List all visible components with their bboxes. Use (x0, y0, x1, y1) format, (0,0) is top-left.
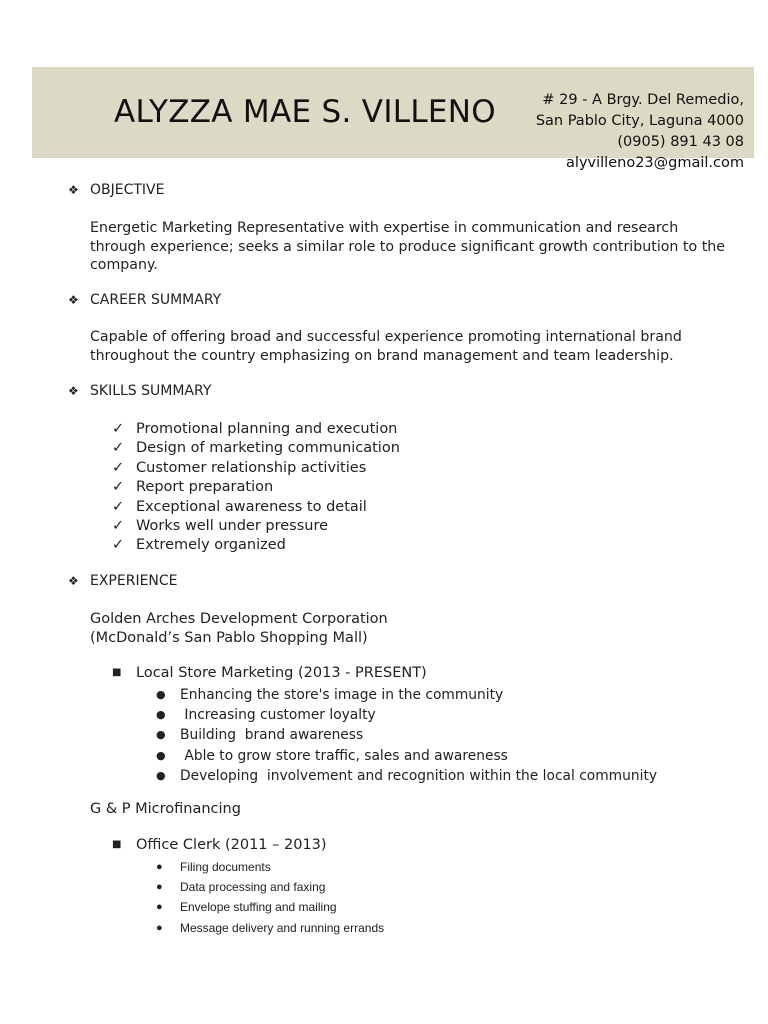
address-line-1: # 29 - A Brgy. Del Remedio, (542, 92, 744, 108)
dot-bullet-icon: ● (156, 728, 166, 742)
job-role: ■ Office Clerk (2011 – 2013) (112, 837, 327, 853)
career-summary-text: Capable of offering broad and successful experience promoting international brand throughout the country emphasizing on brand management and team leadership. (90, 329, 682, 364)
checkmark-icon: ✓ (112, 479, 125, 496)
duty-item: ● Envelope stuffing and mailing (156, 897, 384, 917)
career-summary-heading (68, 292, 221, 308)
dot-bullet-icon: ● (156, 921, 163, 934)
objective-text: Energetic Marketing Representative with expertise in communication and research through experience; seeks a similar role to produce significant growth contribution to the company. (90, 220, 725, 273)
skill-item: ✓ Works well under pressure (112, 517, 400, 536)
checkmark-icon: ✓ (112, 440, 125, 457)
skill-item: ✓ Design of marketing communication (112, 439, 400, 458)
contact-info (536, 90, 744, 174)
dot-bullet-icon: ● (156, 901, 163, 914)
duties-list (156, 685, 657, 786)
email-address: alyvilleno23@gmail.com (566, 155, 744, 171)
duty-item: ● Building brand awareness (156, 725, 657, 745)
square-bullet-icon: ■ (112, 667, 122, 678)
job-role: ■ Local Store Marketing (2013 - PRESENT) (112, 665, 427, 681)
company-name (90, 800, 241, 819)
candidate-name: ALYZZA MAE S. VILLENO (114, 94, 496, 130)
duties-list (156, 857, 384, 938)
objective-heading (68, 182, 164, 198)
dot-bullet-icon: ● (156, 881, 163, 894)
duty-item: ● Able to grow store traffic, sales and awareness (156, 746, 657, 766)
objective-heading-text: OBJECTIVE (90, 182, 165, 198)
checkmark-icon: ✓ (112, 518, 125, 535)
diamond-bullet-icon: ❖ (68, 183, 79, 197)
career-summary-heading-text: CAREER SUMMARY (90, 292, 222, 308)
duty-item: ● Increasing customer loyalty (156, 705, 657, 725)
company-line-1: G & P Microfinancing (90, 801, 241, 817)
dot-bullet-icon: ● (156, 708, 166, 722)
checkmark-icon: ✓ (112, 421, 125, 437)
skills-heading-text: SKILLS SUMMARY (90, 383, 212, 399)
phone-number: (0905) 891 43 08 (617, 134, 744, 150)
diamond-bullet-icon: ❖ (68, 293, 79, 307)
duty-item: ● Enhancing the store's image in the community (156, 685, 657, 705)
diamond-bullet-icon: ❖ (68, 384, 79, 398)
company-line-2: (McDonald’s San Pablo Shopping Mall) (90, 629, 368, 646)
experience-heading (68, 573, 178, 589)
skill-item: ✓ Report preparation (112, 478, 400, 497)
duty-item: ● Filing documents (156, 857, 384, 877)
skill-item: ✓ Customer relationship activities (112, 459, 400, 478)
checkmark-icon: ✓ (112, 537, 125, 554)
skill-item: ✓ Extremely organized (112, 536, 400, 555)
duty-item: ● Developing involvement and recognition within the local community (156, 766, 657, 786)
checkmark-icon: ✓ (112, 459, 125, 476)
dot-bullet-icon: ● (156, 688, 166, 701)
diamond-bullet-icon: ❖ (68, 574, 79, 588)
duty-item: ● Message delivery and running errands (156, 918, 384, 938)
skills-list (112, 420, 400, 556)
dot-bullet-icon: ● (156, 861, 163, 873)
skill-item: ✓ Exceptional awareness to detail (112, 498, 400, 517)
address-line-2: San Pablo City, Laguna 4000 (535, 113, 744, 129)
company-line-1: Golden Arches Development Corporation (90, 611, 388, 627)
skills-heading (68, 383, 211, 399)
skill-item: ✓ Promotional planning and execution (112, 420, 400, 439)
dot-bullet-icon: ● (156, 748, 166, 762)
dot-bullet-icon: ● (156, 768, 166, 782)
experience-heading-text: EXPERIENCE (90, 573, 178, 589)
duty-item: ● Data processing and faxing (156, 877, 384, 897)
checkmark-icon: ✓ (112, 498, 125, 515)
square-bullet-icon: ■ (112, 839, 122, 850)
company-name (90, 610, 388, 647)
